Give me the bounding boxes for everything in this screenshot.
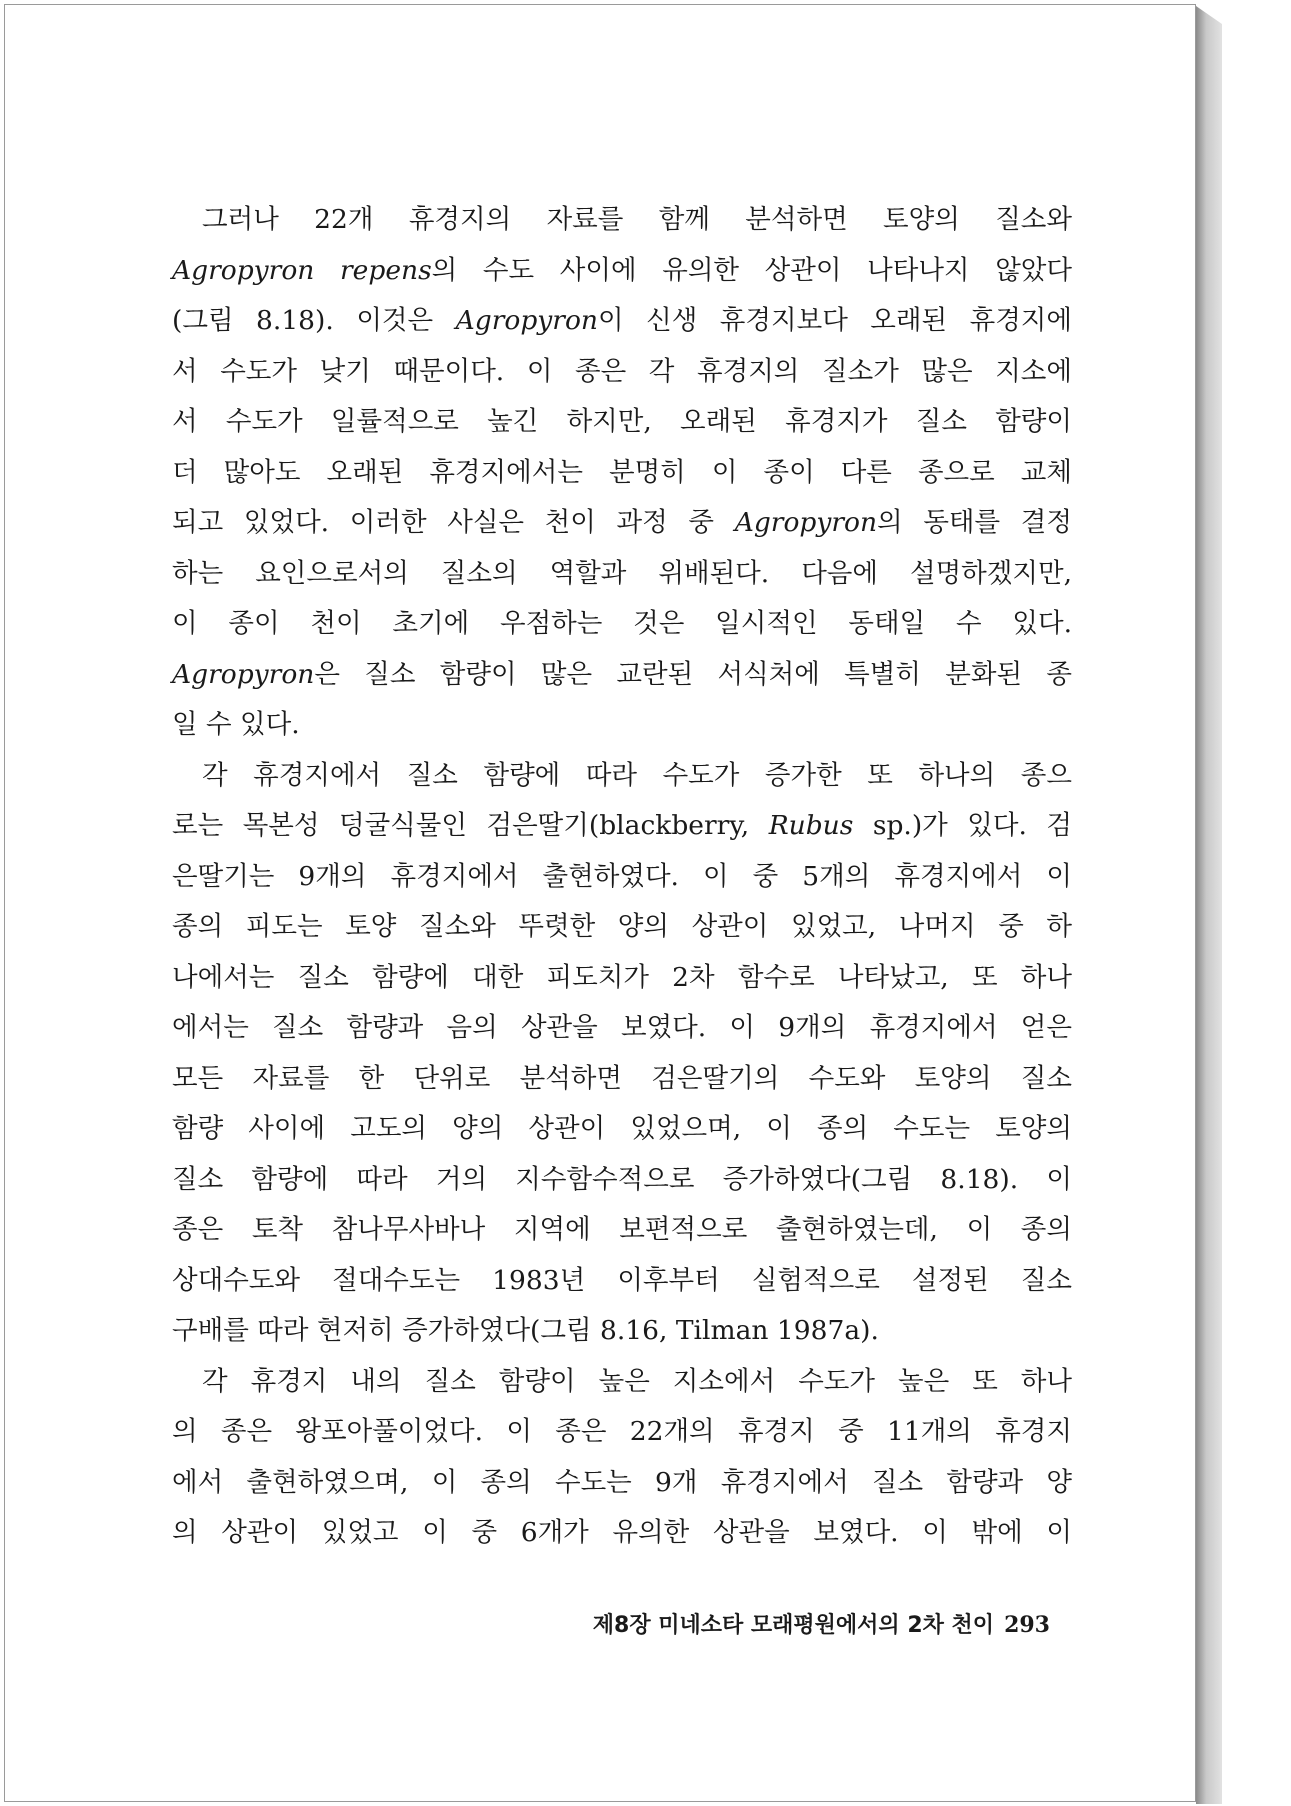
text-line: 이 종이 천이 초기에 우점하는 것은 일시적인 동태일 수 있다. [172,608,1072,639]
text-line: Agropyron repens의 수도 사이에 유의한 상관이 나타나지 않았다 [172,254,1072,286]
text-line: 되고 있었다. 이러한 사실은 천이 과정 중 Agropyron의 동태를 결정 [172,507,1072,538]
text-line: (그림 8.18). 이것은 Agropyron이 신생 휴경지보다 오래된 휴경지에 [172,305,1072,336]
text-line: 모든 자료를 한 단위로 분석하면 검은딸기의 수도와 토양의 질소 [172,1062,1072,1094]
text-line: 상대수도와 절대수도는 1983년 이후부터 실험적으로 설정된 질소 [172,1264,1072,1296]
paragraph-1 [172,195,1072,751]
text-line: 은딸기는 9개의 휴경지에서 출현하였다. 이 중 5개의 휴경지에서 이 [172,860,1072,892]
page-number: 293 [1004,1612,1050,1638]
paragraph-3 [172,1357,1072,1559]
text-line: 함량 사이에 고도의 양의 상관이 있었으며, 이 종의 수도는 토양의 [172,1113,1072,1144]
text-line: 각 휴경지 내의 질소 함량이 높은 지소에서 수도가 높은 또 하나 [202,1365,1072,1397]
book-spine-edge [1196,6,1222,1804]
text-line: 로는 목본성 덩굴식물인 검은딸기(blackberry, Rubus sp.)가 있다. 검 [172,810,1072,841]
paragraph-2 [172,751,1072,1357]
text-line: 에서는 질소 함량과 음의 상관을 보였다. 이 9개의 휴경지에서 얻은 [172,1012,1072,1043]
text-line: 서 수도가 낮기 때문이다. 이 종은 각 휴경지의 질소가 많은 지소에 [172,355,1072,387]
body-text [172,195,1072,1559]
text-line: Agropyron은 질소 함량이 많은 교란된 서식처에 특별히 분화된 종 [172,658,1072,690]
text-line: 에서 출현하였으며, 이 종의 수도는 9개 휴경지에서 질소 함량과 양 [172,1466,1072,1498]
text-line: 의 종은 왕포아풀이었다. 이 종은 22개의 휴경지 중 11개의 휴경지 [172,1416,1072,1447]
text-line: 구배를 따라 현저히 증가하였다(그림 8.16, Tilman 1987a). [172,1315,879,1346]
text-line: 각 휴경지에서 질소 함량에 따라 수도가 증가한 또 하나의 종으 [202,759,1072,791]
book-page [4,4,1196,1802]
text-line: 종은 토착 참나무사바나 지역에 보편적으로 출현하였는데, 이 종의 [172,1214,1072,1245]
text-line: 종의 피도는 토양 질소와 뚜렷한 양의 상관이 있었고, 나머지 중 하 [172,911,1072,942]
text-line: 서 수도가 일률적으로 높긴 하지만, 오래된 휴경지가 질소 함량이 [172,406,1072,437]
text-line: 더 많아도 오래된 휴경지에서는 분명히 이 종이 다른 종으로 교체 [172,456,1072,488]
text-line: 일 수 있다. [172,709,300,740]
text-line: 질소 함량에 따라 거의 지수함수적으로 증가하였다(그림 8.18). 이 [172,1163,1072,1195]
text-line: 하는 요인으로서의 질소의 역할과 위배된다. 다음에 설명하겠지만, [172,557,1072,589]
text-line: 나에서는 질소 함량에 대한 피도치가 2차 함수로 나타났고, 또 하나 [172,961,1072,993]
text-line: 의 상관이 있었고 이 중 6개가 유의한 상관을 보였다. 이 밖에 이 [172,1517,1072,1548]
running-chapter-title: 제8장 미네소타 모래평원에서의 2차 천이 [592,1613,995,1638]
text-line: 그러나 22개 휴경지의 자료를 함께 분석하면 토양의 질소와 [202,204,1072,235]
page-footer [525,1608,1050,1639]
